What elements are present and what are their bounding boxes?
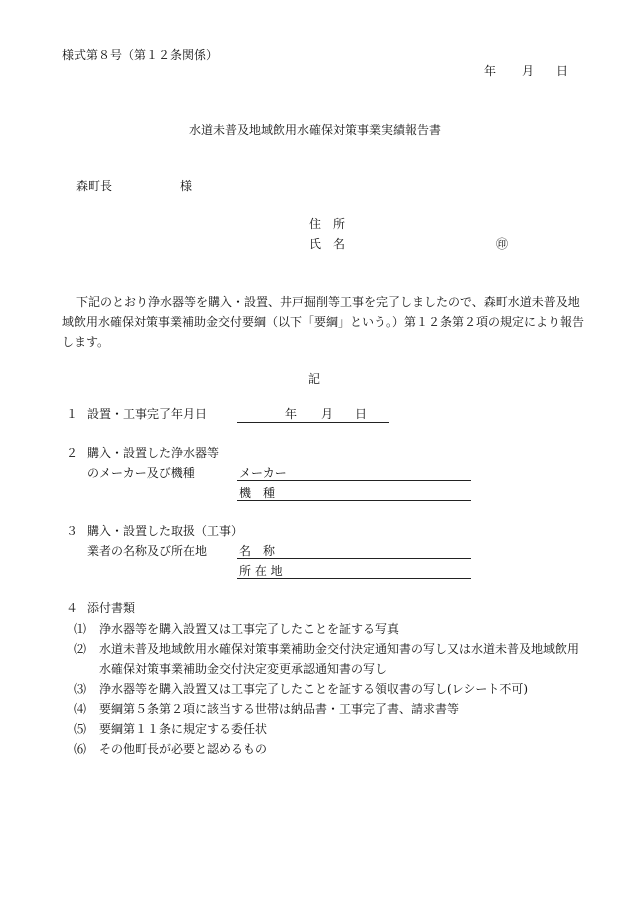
address-label: 住 所 bbox=[309, 217, 346, 231]
item3-location-underline bbox=[237, 578, 471, 579]
item3-company-label: 名 称 bbox=[239, 544, 276, 558]
date-day-label: 日 bbox=[556, 64, 569, 78]
attachment-3-text: 浄水器等を購入設置又は工事完了したことを証する領収書の写し(レシート不可) bbox=[99, 682, 529, 696]
item1-number: １ bbox=[66, 407, 79, 421]
item4-label: 添付書類 bbox=[87, 601, 136, 615]
attachment-1-number: ⑴ bbox=[74, 622, 87, 636]
date-year-label: 年 bbox=[484, 64, 497, 78]
attachment-5-number: ⑸ bbox=[74, 722, 87, 736]
item1-label: 設置・工事完了年月日 bbox=[87, 407, 208, 421]
item2-model-underline bbox=[237, 500, 471, 501]
attachment-6-number: ⑹ bbox=[74, 742, 87, 756]
item3-location-label: 所 在 地 bbox=[239, 564, 283, 578]
item3-label-line2: 業者の名称及び所在地 bbox=[87, 544, 208, 558]
item2-model-label: 機 種 bbox=[239, 486, 276, 500]
ki-label: 記 bbox=[308, 372, 321, 386]
item4-number: ４ bbox=[66, 601, 79, 615]
intro-line-1: 下記のとおり浄水器等を購入・設置、井戸掘削等工事を完了しましたので、森町水道未普及地 bbox=[76, 295, 580, 309]
item3-label-line1: 購入・設置した取扱（工事） bbox=[87, 524, 244, 538]
attachment-4-number: ⑷ bbox=[74, 702, 87, 716]
item1-month: 月 bbox=[321, 407, 334, 421]
attachment-2-number: ⑵ bbox=[74, 642, 87, 656]
name-label: 氏 名 bbox=[309, 237, 346, 251]
addressee-honorific: 様 bbox=[180, 179, 193, 193]
attachment-6-text: その他町長が必要と認めるもの bbox=[99, 742, 268, 756]
item1-year: 年 bbox=[285, 407, 298, 421]
attachment-4-text: 要綱第５条第２項に該当する世帯は納品書・工事完了書、請求書等 bbox=[99, 702, 460, 716]
item1-day: 日 bbox=[355, 407, 368, 421]
intro-line-2: 域飲用水確保対策事業補助金交付要綱（以下「要綱」という。）第１２条第２項の規定により報告 bbox=[62, 315, 585, 329]
attachment-1-text: 浄水器等を購入設置又は工事完了したことを証する写真 bbox=[99, 622, 400, 636]
attachment-2-text-line1: 水道未普及地域飲用水確保対策事業補助金交付決定通知書の写し又は水道未普及地域飲用 bbox=[99, 642, 580, 656]
attachment-2-text-line2: 水確保対策事業補助金交付決定変更承認通知書の写し bbox=[99, 662, 388, 676]
item2-label-line2: のメーカー及び機種 bbox=[87, 466, 195, 480]
document-title: 水道未普及地域飲用水確保対策事業実績報告書 bbox=[189, 123, 442, 137]
item2-number: ２ bbox=[66, 446, 79, 460]
item1-date-underline bbox=[237, 422, 389, 423]
form-number: 様式第８号（第１２条関係） bbox=[62, 48, 219, 62]
attachment-3-number: ⑶ bbox=[74, 682, 87, 696]
item2-label-line1: 購入・設置した浄水器等 bbox=[87, 446, 220, 460]
item3-number: ３ bbox=[66, 524, 79, 538]
item3-company-underline bbox=[237, 558, 471, 559]
seal-mark: ㊞ bbox=[496, 237, 509, 251]
item2-maker-underline bbox=[237, 480, 471, 481]
addressee-name: 森町長 bbox=[76, 179, 113, 193]
intro-line-3: します。 bbox=[62, 335, 110, 349]
item2-maker-label: メーカー bbox=[239, 466, 287, 480]
attachment-5-text: 要綱第１１条に規定する委任状 bbox=[99, 722, 268, 736]
date-month-label: 月 bbox=[522, 64, 535, 78]
